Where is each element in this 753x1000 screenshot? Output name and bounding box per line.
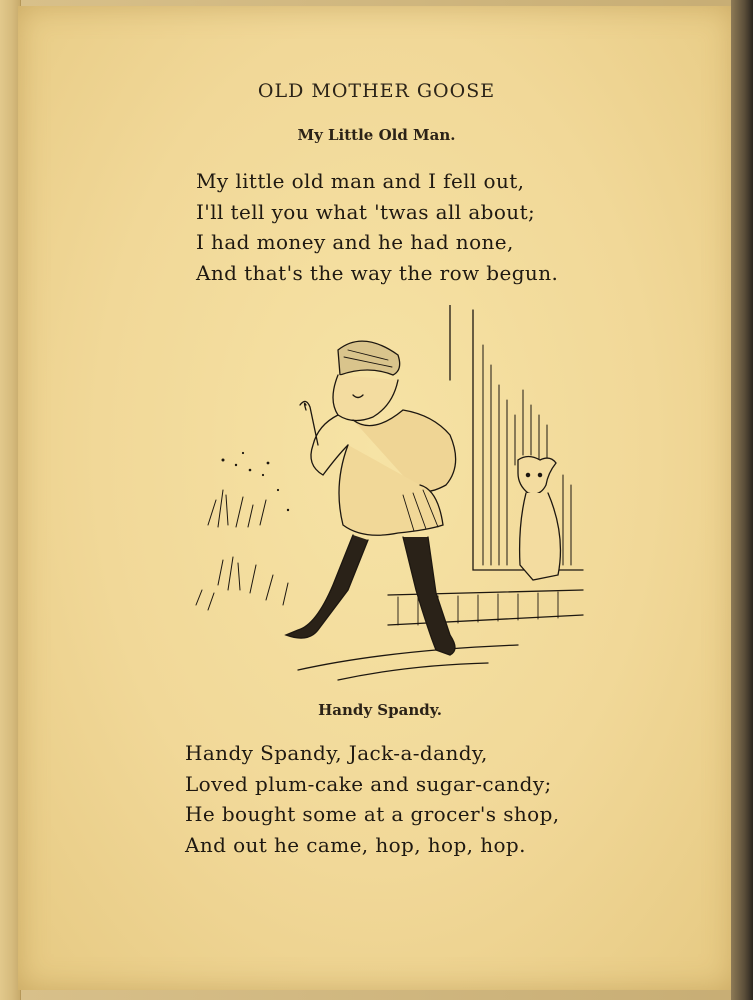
poem-title-handy-spandy: Handy Spandy. <box>318 701 442 719</box>
verse-line: And that's the way the row begun. <box>196 260 559 285</box>
verse-my-little-old-man <box>196 166 558 288</box>
verse-line: Loved plum-cake and sugar-candy; <box>185 771 552 796</box>
running-head: OLD MOTHER GOOSE <box>257 80 496 102</box>
engraving-child-and-dog-icon <box>188 305 588 690</box>
verse-line: He bought some at a grocer's shop, <box>185 802 560 826</box>
verse-handy-spandy <box>185 738 560 860</box>
verse-line: Handy Spandy, Jack-a-dandy, <box>185 741 488 765</box>
verse-line: My little old man and I fell out, <box>196 169 525 193</box>
page-right-edge <box>731 0 753 1000</box>
verse-line: I'll tell you what 'twas all about; <box>196 199 536 224</box>
verse-line: I had money and he had none, <box>196 230 514 254</box>
verse-line: And out he came, hop, hop, hop. <box>185 832 526 857</box>
poem-title-my-little-old-man: My Little Old Man. <box>297 126 456 144</box>
